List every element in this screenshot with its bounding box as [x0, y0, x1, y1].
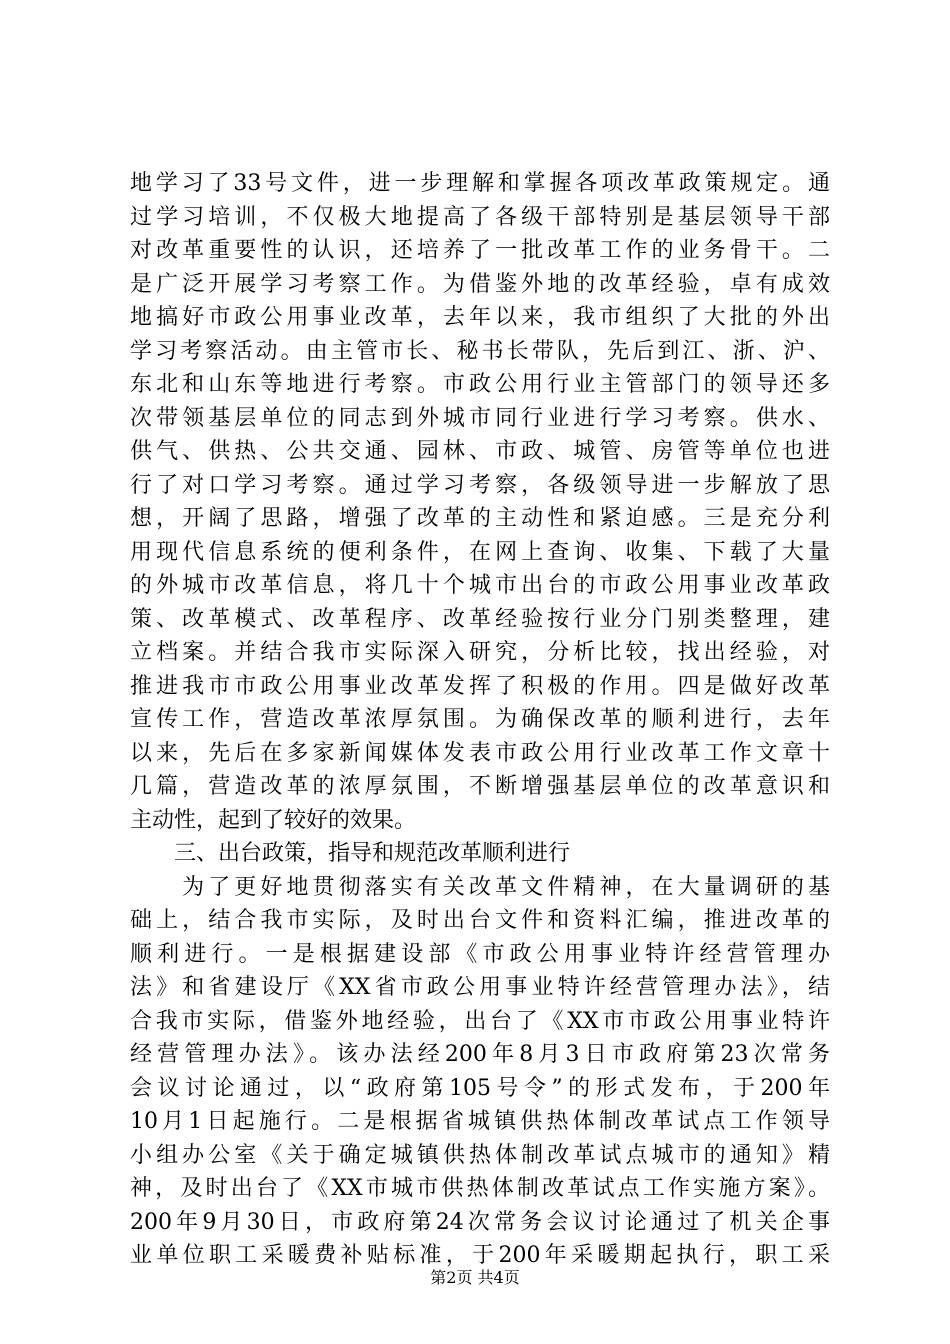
text-line: 几篇，营造改革的浓厚氛围，不断增强基层单位的改革意识和: [130, 774, 830, 799]
text-line: 供气、供热、公共交通、园林、市政、城管、房管等单位也进: [130, 439, 830, 464]
text-line: 宣传工作，营造改革浓厚氛围。为确保改革的顺利进行，去年: [130, 707, 830, 732]
text-line: 的外城市改革信息，将几十个城市出台的市政公用事业改革政: [130, 573, 830, 598]
text-line: 会议讨论通过，以“政府第105号令”的形式发布，于200年: [130, 1076, 830, 1101]
text-line: 立档案。并结合我市实际深入研究，分析比较，找出经验，对: [130, 640, 830, 665]
text-line: 行了对口学习考察。通过学习考察，各级领导进一步解放了思: [130, 473, 830, 498]
text-line: 主动性，起到了较好的效果。: [130, 808, 417, 833]
text-line: 为了更好地贯彻落实有关改革文件精神，在大量调研的基: [130, 875, 830, 900]
text-line: 是广泛开展学习考察工作。为借鉴外地的改革经验，卓有成效: [130, 272, 830, 297]
text-line: 顺利进行。一是根据建设部《市政公用事业特许经营管理办: [130, 942, 830, 967]
text-line: 用现代信息系统的便利条件，在网上查询、收集、下载了大量: [130, 540, 830, 565]
text-line: 地学习了33号文件，进一步理解和掌握各项改革政策规定。通: [130, 171, 830, 196]
text-line: 以来，先后在多家新闻媒体发表市政公用行业改革工作文章十: [130, 741, 830, 766]
text-line: 过学习培训，不仅极大地提高了各级干部特别是基层领导干部: [130, 205, 830, 230]
text-line: 经营管理办法》。该办法经200年8月3日市政府第23次常务: [130, 1042, 830, 1067]
text-line: 础上，结合我市实际，及时出台文件和资料汇编，推进改革的: [130, 908, 830, 933]
page-footer: 第2页 共4页: [430, 1268, 520, 1287]
text-line: 次带领基层单位的同志到外城市同行业进行学习考察。供水、: [130, 406, 830, 431]
text-line: 10月1日起施行。二是根据省城镇供热体制改革试点工作领导: [130, 1109, 830, 1134]
text-line: 业单位职工采暖费补贴标准，于200年采暖期起执行，职工采: [130, 1243, 830, 1268]
text-line: 策、改革模式、改革程序、改革经验按行业分门别类整理，建: [130, 607, 830, 632]
text-line: 小组办公室《关于确定城镇供热体制改革试点城市的通知》精: [130, 1143, 830, 1168]
text-line: 200年9月30日，市政府第24次常务会议讨论通过了机关企事: [130, 1210, 830, 1235]
text-line: 三、出台政策，指导和规范改革顺利进行: [130, 841, 571, 866]
text-line: 学习考察活动。由主管市长、秘书长带队，先后到江、浙、沪、: [130, 339, 830, 364]
text-line: 合我市实际，借鉴外地经验，出台了《XX市市政公用事业特许: [130, 1009, 830, 1034]
text-line: 法》和省建设厅《XX省市政公用事业特许经营管理办法》，结: [130, 975, 830, 1000]
text-line: 地搞好市政公用事业改革，去年以来，我市组织了大批的外出: [130, 305, 830, 330]
text-line: 推进我市市政公用事业改革发挥了积极的作用。四是做好改革: [130, 674, 830, 699]
text-line: 神，及时出台了《XX市城市供热体制改革试点工作实施方案》。: [130, 1176, 830, 1201]
text-line: 想，开阔了思路，增强了改革的主动性和紧迫感。三是充分利: [130, 506, 830, 531]
text-line: 东北和山东等地进行考察。市政公用行业主管部门的领导还多: [130, 372, 830, 397]
text-line: 对改革重要性的认识，还培养了一批改革工作的业务骨干。二: [130, 238, 830, 263]
